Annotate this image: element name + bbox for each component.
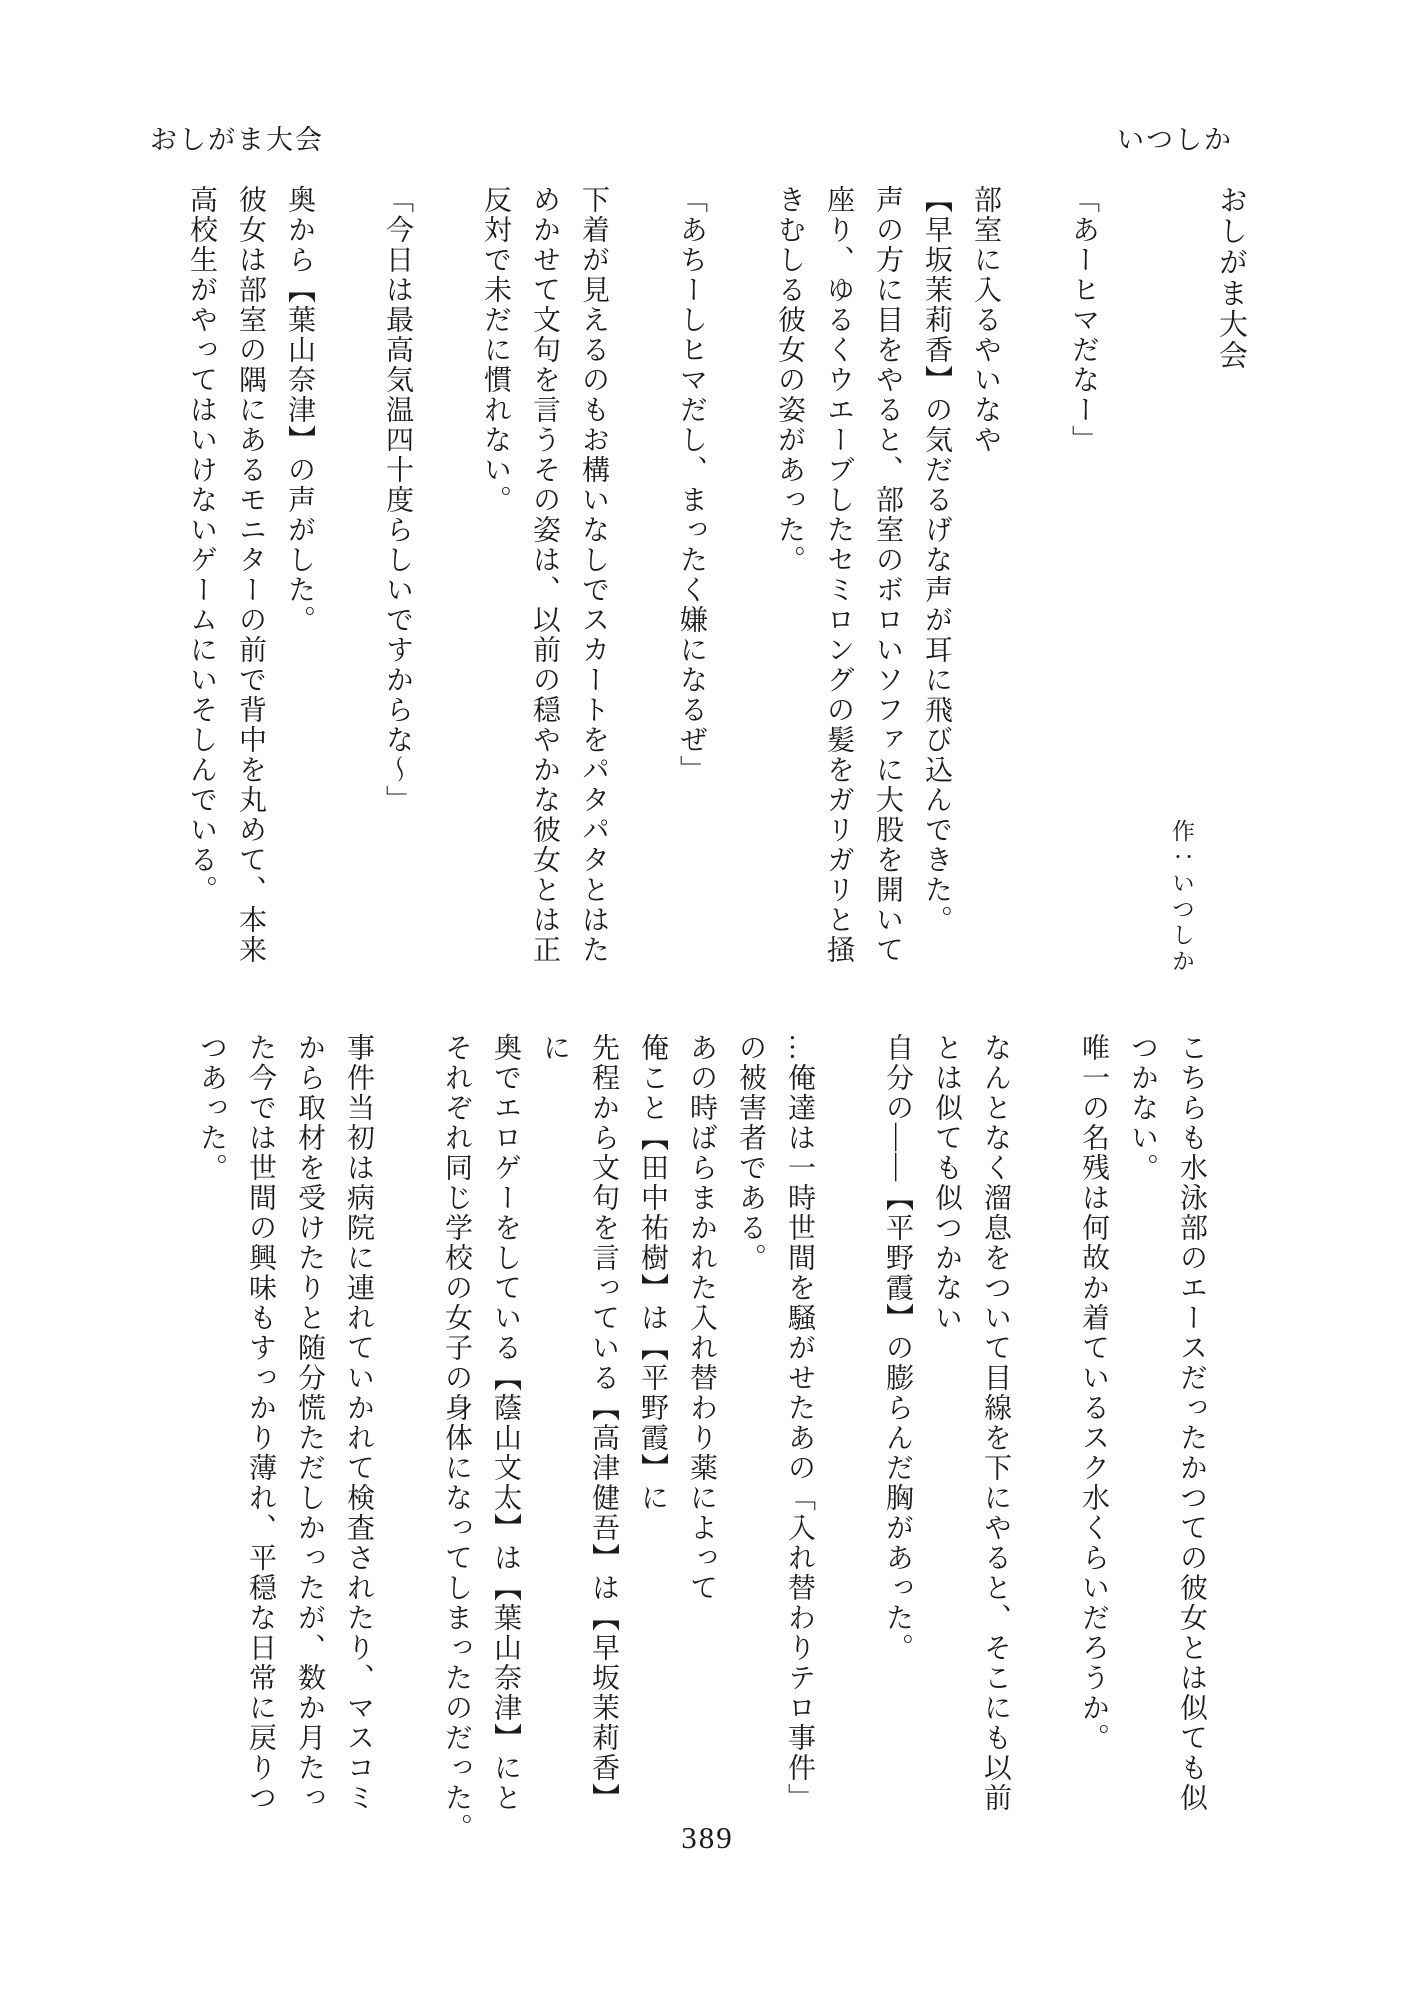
running-header-title: おしがま大会 [150,125,324,155]
text-line: 反対で未だに慣れない。 [480,185,511,515]
running-header-author: いつしか [1117,125,1233,155]
text-line: 奥から【葉山奈津】の声がした。 [284,185,315,635]
text-line: 【早坂茉莉香】の気だるげな声が耳に飛び込んできた。 [921,185,952,935]
blank-line [1010,185,1059,975]
text-line: 自分の――【平野霞】の膨らんだ胸があった。 [882,1033,913,1663]
text-line: 事件当初は病院に連れていかれて検査されたり、マスコミ [343,1033,374,1813]
text-line: た今では世間の興味もすっかり薄れ、平穏な日常に戻りつ [245,1033,276,1813]
blank-line [1108,185,1157,975]
text-line: 下着が見えるのもお構いなしでスカートをパタパタとはた [578,185,609,965]
text-line: なんとなく溜息をついて目線を下にやると、そこにも以前 [980,1033,1011,1813]
text-line: …俺達は一時世間を騒がせたあの「入れ替わりテロ事件」 [784,1033,815,1813]
blank-line [422,185,471,975]
blank-line [383,1033,432,1823]
text-line: つあった。 [196,1033,227,1183]
text-line: 奥でエロゲーをしている【蔭山文太】は【葉山奈津】にと [490,1033,521,1813]
blank-line [824,1033,873,1823]
blank-line [716,185,765,975]
text-line: めかせて文句を言うその姿は、以前の穏やかな彼女とは正 [529,185,560,965]
text-line: 「今日は最高気温四十度らしいですからな〜」 [382,185,413,815]
text-line: 部室に入るやいなや [970,185,1001,455]
text-line: 高校生がやってはいけないゲームにいそしんでいる。 [186,185,217,905]
text-line: 先程から文句を言っている【高津健吾】は【早坂茉莉香】 [588,1033,619,1813]
blank-line [1020,1033,1069,1823]
blank-line [618,185,667,975]
text-line: つかない。 [1127,1033,1158,1183]
text-line: に [539,1033,570,1063]
blank-line [324,185,373,975]
text-line: それぞれ同じ学校の女子の身体になってしまったのだった。 [441,1033,472,1843]
upper-text-block [169,185,1255,975]
story-title: おしがま大会 [1215,185,1247,371]
text-line: 彼女は部室の隅にあるモニターの前で背中を丸めて、本来 [235,185,266,965]
story-author: 作：いつしか [1169,819,1194,975]
page-number: 389 [681,1820,734,1855]
text-line: こちらも水泳部のエースだったかつての彼女とは似ても似 [1176,1033,1207,1813]
text-line: 俺こと【田中祐樹】は【平野霞】に [637,1033,668,1513]
text-line: の被害者である。 [735,1033,766,1273]
text-line: とは似ても似つかない [931,1033,962,1333]
text-line: 「あーヒマだなー」 [1068,185,1099,455]
text-line: 座り、ゆるくウエーブしたセミロングの髪をガリガリと掻 [823,185,854,965]
text-line: 唯一の名残は何故か着ているスク水くらいだろうか。 [1078,1033,1109,1753]
text-line: 声の方に目をやると、部室のボロいソファに大股を開いて [872,185,903,965]
text-line: きむしる彼女の姿があった。 [774,185,805,575]
text-line: 「あちーしヒマだし、まったく嫌になるぜ」 [676,185,707,785]
text-line: から取材を受けたりと随分慌ただしかったが、数か月たっ [294,1033,325,1813]
text-line: あの時ばらまかれた入れ替わり薬によって [686,1033,717,1603]
